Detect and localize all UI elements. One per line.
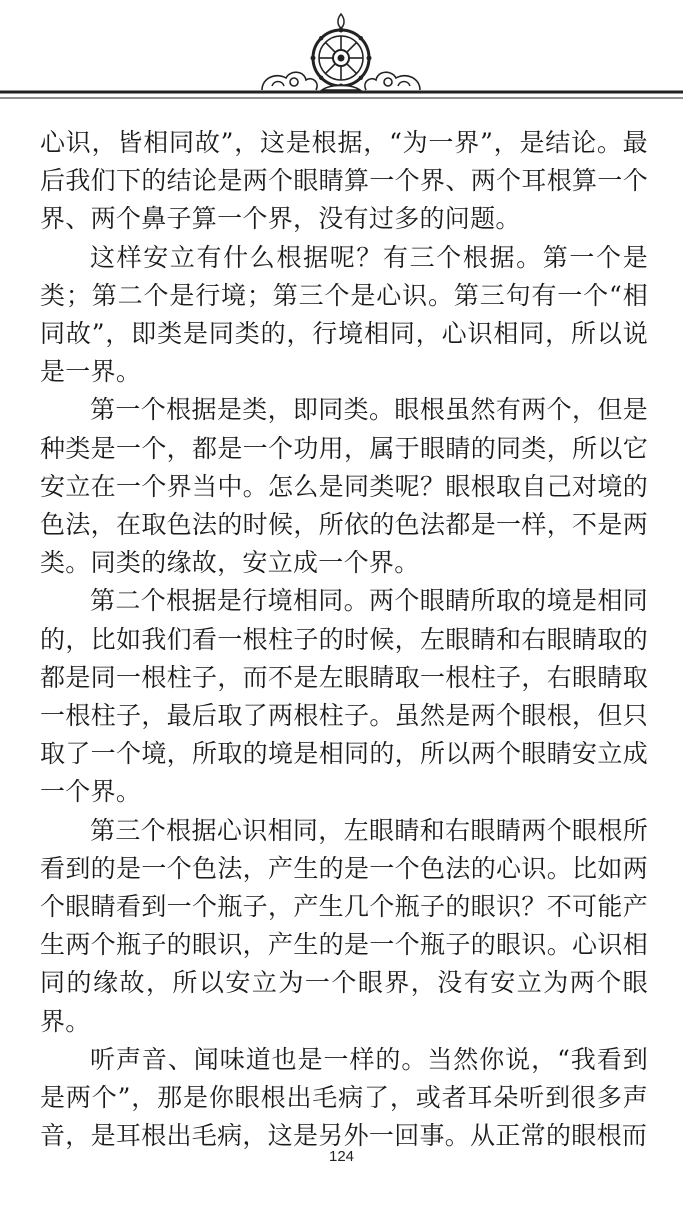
header-ornament xyxy=(0,0,683,112)
page-header xyxy=(0,0,683,112)
paragraph-2: 这样安立有什么根据呢？有三个根据。第一个是类；第二个是行境；第三个是心识。第三句有一个“相同故”，即类是同类的，行境相同，心识相同，所以说是一界。 xyxy=(40,242,648,387)
paragraph-3: 第一个根据是类，即同类。眼根虽然有两个，但是种类是一个，都是一个功用，属于眼睛的同类，所以它安立在一个界当中。怎么是同类呢？眼根取自己对境的色法，在取色法的时候，所依的色法都是一样，不是两类。同类的缘故，安立成一个界。 xyxy=(40,395,648,578)
dharma-wheel-icon xyxy=(311,14,372,90)
paragraph-6: 听声音、闻味道也是一样的。当然你说，“我看到是两个”，那是你眼根出毛病了，或者耳朵听到很多声音，是耳根出毛病，这是另外一回事。从正常的眼根而 xyxy=(40,1044,648,1151)
right-cloud-icon xyxy=(365,72,420,90)
left-cloud-icon xyxy=(262,72,317,90)
paragraph-4: 第二个根据是行境相同。两个眼睛所取的境是相同的，比如我们看一根柱子的时候，左眼睛和右眼睛取的都是同一根柱子，而不是左眼睛取一根柱子，右眼睛取一根柱子，最后取了两根柱子。虽然是两个眼根，但只取了一个境，所取的境是相同的，所以两个眼睛安立成一个界。 xyxy=(40,586,648,807)
paragraph-1: 心识，皆相同故”，这是根据，“为一界”，是结论。最后我们下的结论是两个眼睛算一个界、两个耳根算一个界、两个鼻子算一个界，没有过多的问题。 xyxy=(40,128,648,234)
page-number: 124 xyxy=(328,1148,355,1165)
body-text xyxy=(40,124,648,1155)
paragraph-5: 第三个根据心识相同，左眼睛和右眼睛两个眼根所看到的是一个色法，产生的是一个色法的心识。比如两个眼睛看到一个瓶子，产生几个瓶子的眼识？不可能产生两个瓶子的眼识，产生的是一个瓶子的眼识。心识相同的缘故，所以安立为一个眼界，没有安立为两个眼界。 xyxy=(40,815,648,1036)
